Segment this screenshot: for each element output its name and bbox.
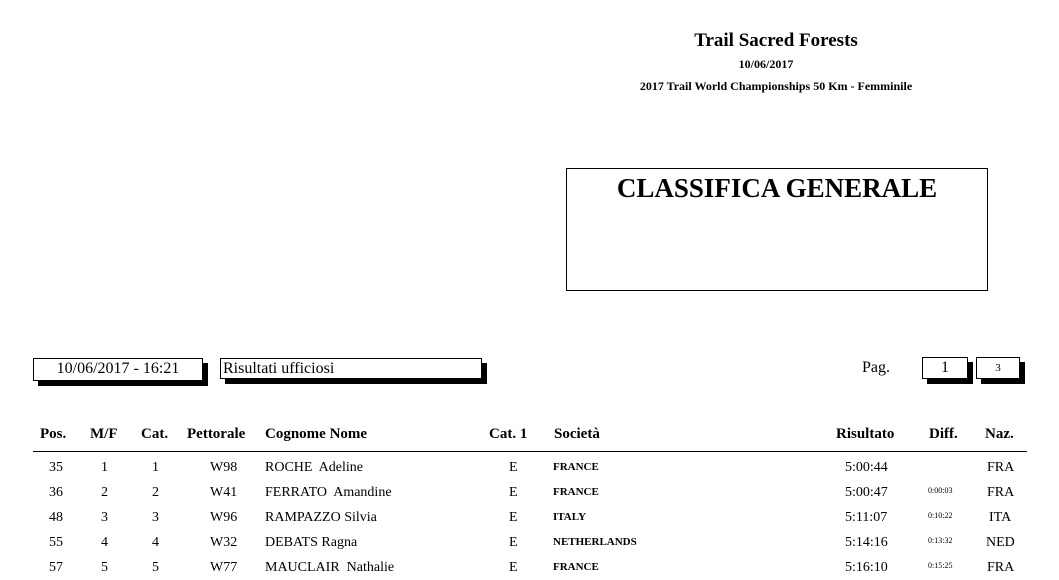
cell-diff: 0:15:25 bbox=[928, 561, 953, 570]
cell-risultato: 5:00:47 bbox=[845, 485, 888, 500]
col-pos: Pos. bbox=[40, 426, 67, 442]
cell-bib: W32 bbox=[210, 535, 238, 550]
col-naz: Naz. bbox=[985, 426, 1014, 442]
cell-cat: 2 bbox=[152, 485, 159, 500]
cell-naz: FRA bbox=[987, 460, 1015, 475]
cell-risultato: 5:11:07 bbox=[845, 510, 888, 525]
cell-risultato: 5:16:10 bbox=[845, 560, 888, 575]
event-title: Trail Sacred Forests bbox=[694, 30, 858, 51]
cell-naz: NED bbox=[986, 535, 1015, 550]
report-datetime: 10/06/2017 - 16:21 bbox=[33, 358, 203, 381]
cell-bib: W98 bbox=[210, 460, 238, 475]
col-cat: Cat. bbox=[141, 426, 169, 442]
cell-risultato: 5:14:16 bbox=[845, 535, 888, 550]
cell-diff: 0:13:32 bbox=[928, 536, 953, 545]
cell-cat1: E bbox=[509, 460, 518, 475]
classification-box bbox=[566, 168, 988, 291]
cell-name: FERRATO Amandine bbox=[265, 485, 392, 500]
cell-cat: 5 bbox=[152, 560, 159, 575]
cell-pos: 36 bbox=[49, 485, 63, 500]
cell-bib: W77 bbox=[210, 560, 238, 575]
cell-pos: 35 bbox=[49, 460, 63, 475]
cell-naz: ITA bbox=[989, 510, 1012, 525]
cell-societa: ITALY bbox=[553, 511, 587, 523]
event-subtitle: 2017 Trail World Championships 50 Km - Femminile bbox=[639, 79, 913, 93]
col-cat1: Cat. 1 bbox=[489, 426, 528, 442]
cell-pos: 55 bbox=[49, 535, 63, 550]
event-date: 10/06/2017 bbox=[738, 57, 794, 71]
cell-societa: FRANCE bbox=[553, 461, 599, 473]
cell-pos: 57 bbox=[49, 560, 63, 575]
header-divider bbox=[33, 451, 1027, 452]
col-pettorale: Pettorale bbox=[187, 426, 246, 442]
cell-societa: FRANCE bbox=[553, 486, 599, 498]
cell-name: MAUCLAIR Nathalie bbox=[265, 560, 395, 575]
col-nome: Cognome Nome bbox=[265, 426, 368, 442]
cell-cat: 4 bbox=[152, 535, 159, 550]
cell-bib: W96 bbox=[210, 510, 238, 525]
col-diff: Diff. bbox=[929, 426, 958, 442]
cell-mf: 3 bbox=[101, 510, 108, 525]
cell-name: DEBATS Ragna bbox=[265, 535, 358, 550]
cell-risultato: 5:00:44 bbox=[845, 460, 888, 475]
page-current: 1 bbox=[922, 357, 968, 379]
cell-cat1: E bbox=[509, 560, 518, 575]
cell-cat: 1 bbox=[152, 460, 159, 475]
page-total: 3 bbox=[976, 357, 1020, 379]
cell-cat1: E bbox=[509, 510, 518, 525]
cell-name: RAMPAZZO Silvia bbox=[265, 510, 377, 525]
cell-bib: W41 bbox=[210, 485, 238, 500]
cell-societa: NETHERLANDS bbox=[553, 536, 637, 548]
cell-diff: 0:00:03 bbox=[928, 486, 953, 495]
cell-mf: 5 bbox=[101, 560, 108, 575]
cell-cat: 3 bbox=[152, 510, 159, 525]
cell-mf: 2 bbox=[101, 485, 108, 500]
col-mf: M/F bbox=[90, 426, 118, 442]
results-status: Risultati ufficiosi bbox=[220, 358, 482, 379]
classification-title: CLASSIFICA GENERALE bbox=[616, 173, 938, 203]
col-societa: Società bbox=[554, 426, 600, 442]
cell-name: ROCHE Adeline bbox=[265, 460, 363, 475]
cell-diff: 0:10:22 bbox=[928, 511, 953, 520]
cell-societa: FRANCE bbox=[553, 561, 599, 573]
cell-pos: 48 bbox=[49, 510, 63, 525]
page-label: Pag. bbox=[862, 359, 890, 376]
cell-cat1: E bbox=[509, 485, 518, 500]
cell-naz: FRA bbox=[987, 485, 1015, 500]
col-risultato: Risultato bbox=[836, 426, 895, 442]
cell-naz: FRA bbox=[987, 560, 1015, 575]
cell-mf: 4 bbox=[101, 535, 108, 550]
cell-cat1: E bbox=[509, 535, 518, 550]
cell-mf: 1 bbox=[101, 460, 108, 475]
